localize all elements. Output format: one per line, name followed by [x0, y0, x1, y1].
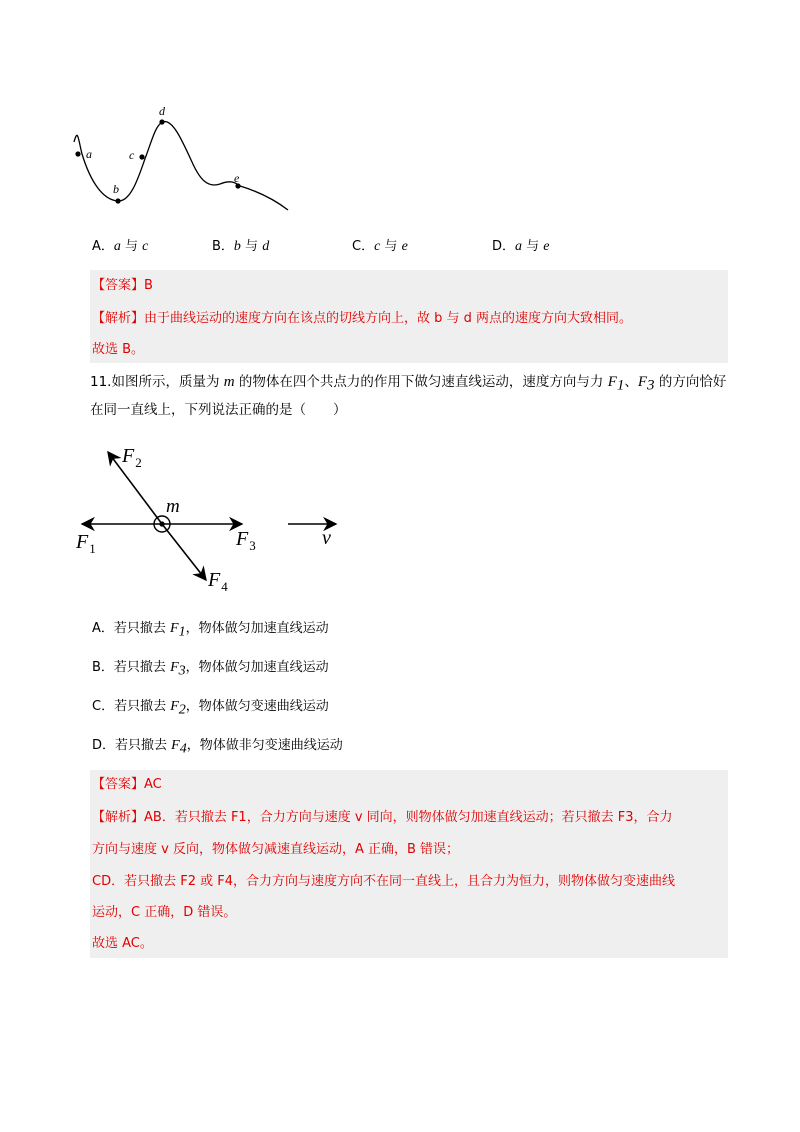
label-f3: $F_3$ [236, 528, 256, 553]
option-letter: C． [92, 699, 115, 714]
q11-option-d[interactable]: D．若只撤去 $F_4$，物体做非匀变速曲线运动 [92, 738, 343, 757]
label-f1: $F_1$ [76, 531, 96, 556]
label-f4: $F_4$ [208, 569, 228, 594]
q11-stem-line2: 在同一直线上，下列说法正确的是（ ） [90, 402, 347, 418]
option-letter: D． [92, 738, 116, 753]
force-figure [70, 440, 370, 600]
label-m: m [166, 496, 180, 517]
q10-option-c[interactable]: C．c 与 e [352, 239, 408, 254]
q11-stem-line1: 11.如图所示，质量为 m 的物体在四个共点力的作用下做匀速直线运动，速度方向与力 $F_1$、$F_3$ 的方向恰好 [90, 374, 727, 394]
force-f4-arrow [162, 524, 206, 580]
q11-answer-line [92, 775, 162, 795]
analysis-text: 由于曲线运动的速度方向在该点的切线方向上，故 b 与 d 两点的速度方向大致相同。 [144, 311, 633, 326]
option-letter: B． [212, 239, 234, 254]
answer-value: B [144, 278, 153, 293]
q10-conclusion: 故选 B。 [92, 342, 145, 357]
q10-analysis-line [92, 309, 632, 329]
point-a [75, 151, 80, 156]
q10-option-d[interactable]: D．a 与 e [492, 239, 550, 254]
motion-curve [74, 122, 288, 210]
label-f2: $F_2$ [122, 445, 142, 470]
point-b [115, 198, 120, 203]
option-letter: B． [92, 660, 114, 675]
option-letter: C． [352, 239, 375, 254]
q11-conclusion: 故选 AC。 [92, 936, 153, 951]
q11-analysis-line3: CD．若只撤去 F2 或 F4，合力方向与速度方向不在同一直线上，且合力为恒力，则物体做匀变速曲线 [92, 874, 675, 889]
label-c: c [129, 148, 135, 162]
q11-option-c[interactable]: C．若只撤去 $F_2$，物体做匀变速曲线运动 [92, 699, 329, 718]
label-b: b [113, 182, 119, 196]
answer-value: AC [144, 777, 162, 792]
q10-option-b[interactable]: B．b 与 d [212, 239, 270, 254]
analysis-tag: 【解析】 [92, 311, 145, 326]
label-v: v [322, 527, 331, 549]
mass-dot [159, 521, 164, 526]
q11-analysis-line1: 【解析】AB．若只撤去 F1，合力方向与速度 v 同向，则物体做匀加速直线运动；若只撤去 F3，合力 [92, 810, 673, 825]
label-d: d [159, 104, 165, 118]
q10-answer-line [92, 276, 153, 296]
q11-analysis-line2: 方向与速度 v 反向，物体做匀减速直线运动，A 正确，B 错误； [92, 842, 460, 857]
curve-figure [60, 100, 300, 220]
label-e: e [234, 171, 240, 185]
analysis-tag: 【解析】 [92, 810, 145, 825]
point-c [139, 154, 144, 159]
q11-option-b[interactable]: B．若只撤去 $F_3$，物体做匀加速直线运动 [92, 660, 329, 679]
option-letter: D． [492, 239, 516, 254]
option-letter: A． [92, 239, 114, 254]
option-letter: A． [92, 621, 114, 636]
q11-answer-box [90, 770, 728, 958]
answer-tag: 【答案】 [92, 278, 145, 293]
point-d [159, 119, 164, 124]
q10-option-a[interactable]: A．a 与 c [92, 239, 149, 254]
q11-analysis-line4: 运动，C 正确，D 错误。 [92, 905, 237, 920]
q11-option-a[interactable]: A．若只撤去 $F_1$，物体做匀加速直线运动 [92, 621, 329, 640]
answer-tag: 【答案】 [92, 777, 145, 792]
label-a: a [86, 147, 92, 161]
